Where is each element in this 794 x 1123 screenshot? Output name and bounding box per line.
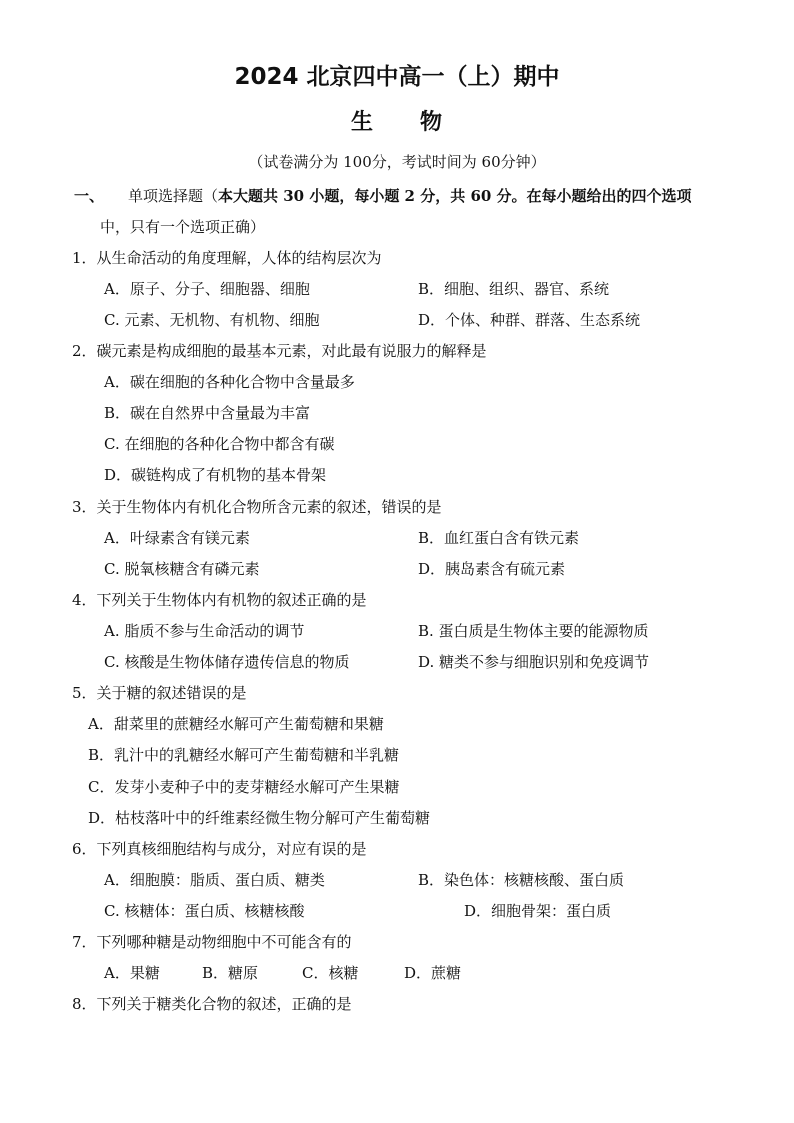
subject-heading: 生 物 [350, 110, 443, 135]
question-stem: 1．从生命活动的角度理解，人体的结构层次为 [72, 249, 382, 267]
option-b: B．碳在自然界中含量最为丰富 [104, 404, 311, 422]
option-c: C．发芽小麦种子中的麦芽糖经水解可产生果糖 [88, 778, 400, 796]
option-b: B．糖原 [202, 964, 259, 982]
option-b: B．染色体：核糖核酸、蛋白质 [418, 871, 625, 889]
section-heading [128, 186, 692, 206]
section-number: 一、 [74, 187, 105, 205]
section-title: 单项选择题（ [128, 187, 219, 205]
option-c: C. 核糖体：蛋白质、核糖核酸 [104, 902, 305, 920]
option-d: D. 糖类不参与细胞识别和免疫调节 [418, 653, 650, 671]
exam-note: （试卷满分为 100分，考试时间为 60分钟） [248, 153, 546, 171]
option-c: C. 核酸是生物体储存遗传信息的物质 [104, 653, 350, 671]
question-stem: 7．下列哪种糖是动物细胞中不可能含有的 [72, 933, 352, 951]
question-stem: 6．下列真核细胞结构与成分，对应有误的是 [72, 840, 367, 858]
option-d: D．胰岛素含有硫元素 [418, 560, 566, 578]
page-title: 2024 北京四中高一（上）期中 [234, 64, 560, 90]
option-a: A．甜菜里的蔗糖经水解可产生葡萄糖和果糖 [88, 715, 384, 733]
option-a: A．原子、分子、细胞器、细胞 [104, 280, 310, 298]
question-stem: 4．下列关于生物体内有机物的叙述正确的是 [72, 591, 367, 609]
option-c: C. 在细胞的各种化合物中都含有碳 [104, 435, 335, 453]
option-b: B．血红蛋白含有铁元素 [418, 529, 580, 547]
option-a: A. 脂质不参与生命活动的调节 [104, 622, 305, 640]
option-d: D．细胞骨架：蛋白质 [464, 902, 612, 920]
question-stem: 3．关于生物体内有机化合物所含元素的叙述，错误的是 [72, 498, 442, 516]
option-b: B. 蛋白质是生物体主要的能源物质 [418, 622, 649, 640]
option-b: B．细胞、组织、器官、系统 [418, 280, 610, 298]
option-c: C．核糖 [302, 964, 359, 982]
question-stem: 5．关于糖的叙述错误的是 [72, 684, 247, 702]
question-stem: 8．下列关于糖类化合物的叙述，正确的是 [72, 995, 352, 1013]
option-a: A．碳在细胞的各种化合物中含量最多 [104, 373, 355, 391]
section-instruction: 本大题共 30 小题，每小题 2 分，共 60 分。在每小题给出的四个选项 [218, 187, 692, 205]
option-d: D．枯枝落叶中的纤维素经微生物分解可产生葡萄糖 [88, 809, 431, 827]
option-d: D．碳链构成了有机物的基本骨架 [104, 466, 327, 484]
option-c: C. 元素、无机物、有机物、细胞 [104, 311, 320, 329]
option-c: C. 脱氧核糖含有磷元素 [104, 560, 260, 578]
option-b: B．乳汁中的乳糖经水解可产生葡萄糖和半乳糖 [88, 746, 400, 764]
option-d: D．个体、种群、群落、生态系统 [418, 311, 641, 329]
section-instruction-line2: 中，只有一个选项正确） [100, 218, 266, 236]
option-d: D．蔗糖 [404, 964, 462, 982]
option-a: A．细胞膜：脂质、蛋白质、糖类 [104, 871, 325, 889]
option-a: A．叶绿素含有镁元素 [104, 529, 250, 547]
question-stem: 2．碳元素是构成细胞的最基本元素，对此最有说服力的解释是 [72, 342, 487, 360]
option-a: A．果糖 [104, 964, 160, 982]
